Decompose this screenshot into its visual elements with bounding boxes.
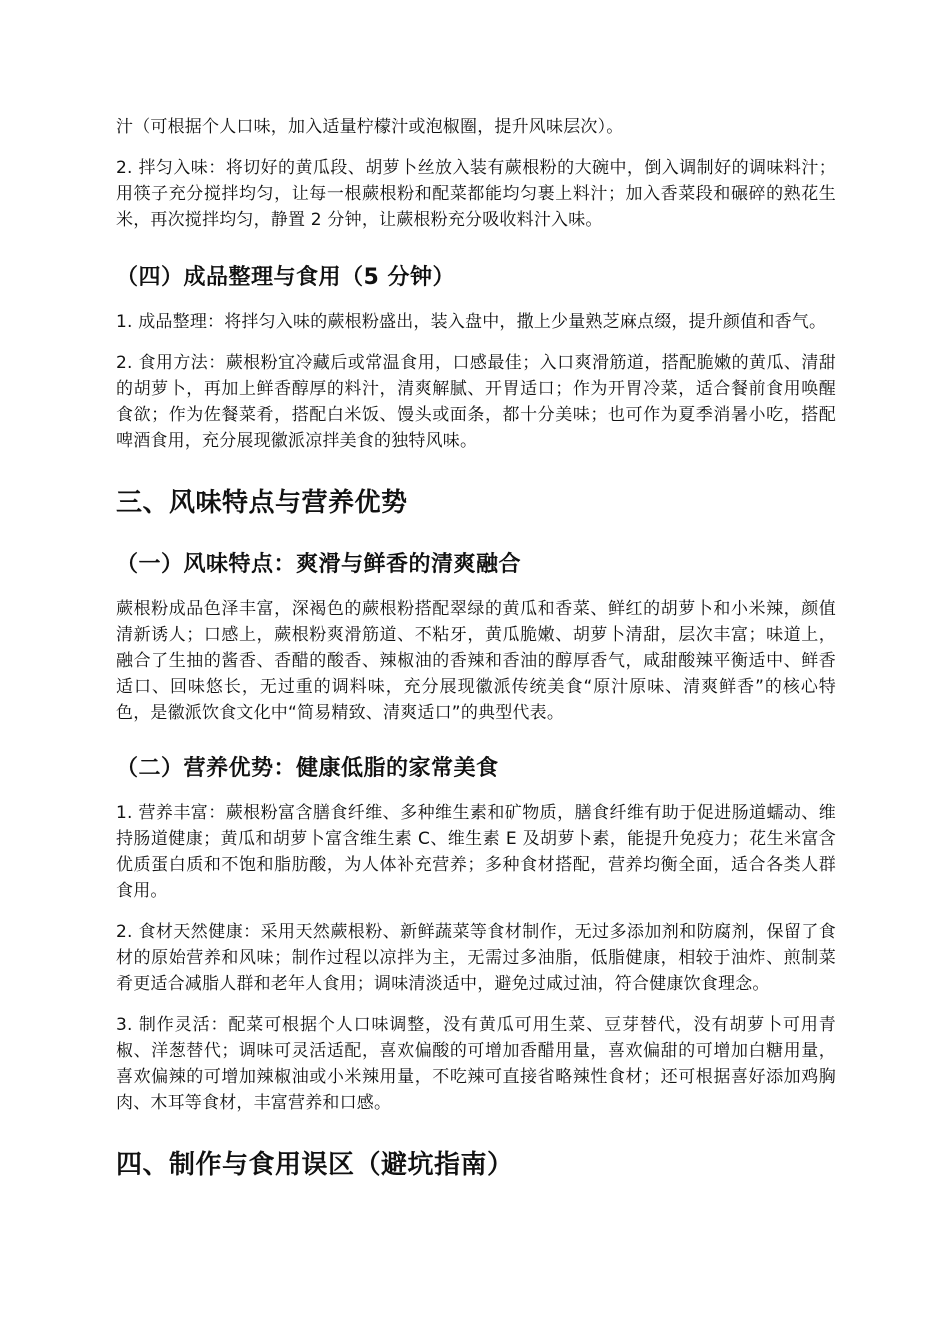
paragraph-mix-step: 2. 拌匀入味：将切好的黄瓜段、胡萝卜丝放入装有蕨根粉的大碗中，倒入调制好的调味料汁；用筷子充分搅拌均匀，让每一根蕨根粉和配菜都能均匀裹上料汁；加入香菜段和碾碎的熟花生米，再次搅拌均匀，静置 2 分钟，让蕨根粉充分吸收料汁入味。 [116, 158, 836, 230]
heading-nutrition: （二）营养优势：健康低脂的家常美食 [116, 756, 499, 781]
paragraph-plating: 1. 成品整理：将拌匀入味的蕨根粉盛出，装入盘中，撒上少量熟芝麻点缀，提升颜值和香气。 [116, 312, 827, 332]
heading-section-three: 三、风味特点与营养优势 [116, 488, 408, 518]
paragraph-sauce-tail: 汁（可根据个人口味，加入适量柠檬汁或泡椒圈，提升风味层次）。 [116, 117, 624, 137]
heading-flavor-features: （一）风味特点：爽滑与鲜香的清爽融合 [116, 552, 522, 577]
paragraph-flavor: 蕨根粉成品色泽丰富，深褐色的蕨根粉搭配翠绿的黄瓜和香菜、鲜红的胡萝卜和小米辣，颜值清新诱人；口感上，蕨根粉爽滑筋道、不粘牙，黄瓜脆嫩、胡萝卜清甜，层次丰富；味道上，融合了生抽的酱香、香醋的酸香、辣椒油的香辣和香油的醇厚香气，咸甜酸辣平衡适中、鲜香适口、回味悠长，无过重的调料味，充分展现徽派传统美食“原汁原味、清爽鲜香”的核心特色，是徽派饮食文化中“简易精致、清爽适口”的典型代表。 [116, 599, 836, 723]
heading-plating-and-eating: （四）成品整理与食用（5 分钟） [116, 265, 455, 290]
paragraph-eating-method: 2. 食用方法：蕨根粉宜冷藏后或常温食用，口感最佳；入口爽滑筋道，搭配脆嫩的黄瓜、清甜的胡萝卜，再加上鲜香醇厚的料汁，清爽解腻、开胃适口；作为开胃冷菜，适合餐前食用唤醒食欲；作为佐餐菜肴，搭配白米饭、馒头或面条，都十分美味；也可作为夏季消暑小吃，搭配啤酒食用，充分展现徽派凉拌美食的独特风味。 [116, 353, 836, 451]
paragraph-nutrition-rich: 1. 营养丰富：蕨根粉富含膳食纤维、多种维生素和矿物质，膳食纤维有助于促进肠道蠕动、维持肠道健康；黄瓜和胡萝卜富含维生素 C、维生素 E 及胡萝卜素，能提升免疫力；花生米富含优质蛋白质和不饱和脂肪酸，为人体补充营养；多种食材搭配，营养均衡全面，适合各类人群食用。 [116, 803, 836, 901]
paragraph-flexible-cooking: 3. 制作灵活：配菜可根据个人口味调整，没有黄瓜可用生菜、豆芽替代，没有胡萝卜可用青椒、洋葱替代；调味可灵活适配，喜欢偏酸的可增加香醋用量，喜欢偏甜的可增加白糖用量，喜欢偏辣的可增加辣椒油或小米辣用量，不吃辣可直接省略辣性食材；还可根据喜好添加鸡胸肉、木耳等食材，丰富营养和口感。 [116, 1015, 836, 1113]
paragraph-natural-ingredients: 2. 食材天然健康：采用天然蕨根粉、新鲜蔬菜等食材制作，无过多添加剂和防腐剂，保留了食材的原始营养和风味；制作过程以凉拌为主，无需过多油脂，低脂健康，相较于油炸、煎制菜肴更适合减脂人群和老年人食用；调味清淡适中，避免过咸过油，符合健康饮食理念。 [116, 922, 836, 994]
heading-section-four: 四、制作与食用误区（避坑指南） [116, 1150, 514, 1180]
document-page [116, 114, 836, 1206]
